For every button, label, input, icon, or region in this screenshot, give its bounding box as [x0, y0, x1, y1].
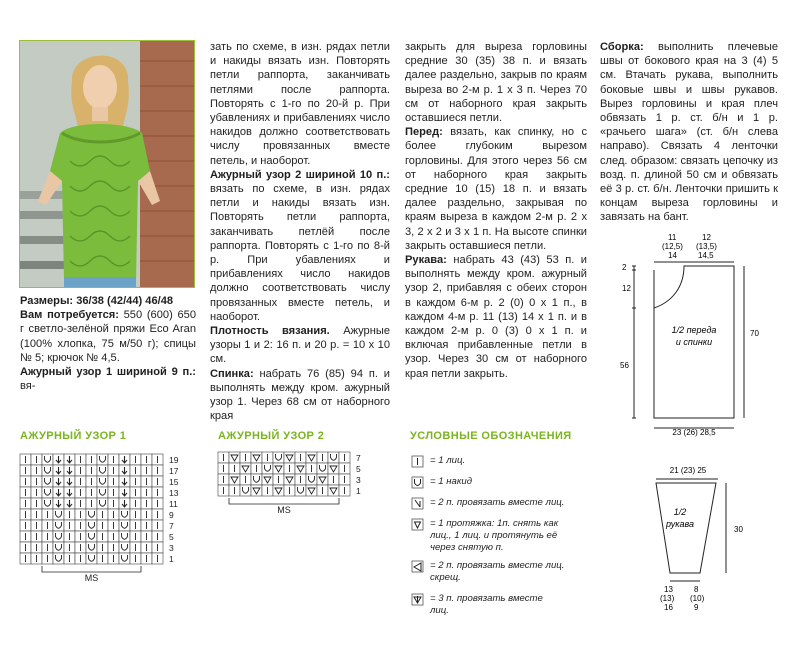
- neck-width-3: 14: [668, 251, 677, 260]
- chart-2-cell: [262, 463, 273, 474]
- body-lower-height-label: 56: [620, 361, 629, 370]
- legend-item-knit: = 1 лиц.: [430, 455, 466, 466]
- shoulder-width-3: 14,5: [698, 251, 714, 260]
- chart-1-cell: [119, 531, 130, 542]
- chart-2-cell: [251, 474, 262, 485]
- body-pattern-schematic: [620, 232, 780, 437]
- shoulder-height-label: 2: [622, 263, 627, 272]
- chart-1-cell: [86, 520, 97, 531]
- sizes-label: Размеры:: [20, 295, 74, 307]
- legend-item-k2tog-tbl: = 2 п. провязать вместе лиц. скрещ.: [430, 560, 565, 583]
- materials-label: Вам потребуется:: [20, 309, 119, 322]
- chart-1-cell: [86, 509, 97, 520]
- chart-1-cell: [97, 487, 108, 498]
- sleeve-inc-2: (10): [690, 594, 705, 603]
- chart-1-cell: [97, 454, 108, 465]
- chart-1-cell: [86, 542, 97, 553]
- legend-item-k2tog: = 2 п. провязать вместе лиц.: [430, 497, 565, 508]
- chart-1-cell: [53, 520, 64, 531]
- chart-2-row-number: 5: [356, 464, 361, 474]
- model-photo: [19, 40, 195, 288]
- pattern-2-value: вязать по схеме, в изн. рядах петли и накиды вязать изн. Повторять петли раппорта, заканчивать петлёй после раппорта. Повторять с 1-го по 8-й р. При убавлениях и прибавлениях число накидов должно соответствовать числу провязанных вместе петель, и наоборот.: [210, 183, 390, 323]
- chart-1-cell: [119, 520, 130, 531]
- assembly-value: выполнить плечевые швы от бокового края на 3 (4) 5 см. Втачать рукава, выполнить боковые швы и швы рукавов. Вырез горловины и края плеч обвязать 1 р. ст. б/н и 1 р. «рачьего шага» (ст. б/н слева направо). Связать 4 ленточки след. образом: связать цепочку из возд. п. длиной 50 см и обвязать её 3 р. ст. б/н. Ленточки пришить к концам выреза горловины и завязать на бант.: [600, 41, 778, 224]
- density-value: Ажурные узоры 1 и 2: 16 п. и 20 р. = 10 х 10 см.: [210, 325, 390, 366]
- sizes-value: 36/38 (42/44) 46/48: [76, 295, 174, 307]
- chart-1-cell: [97, 476, 108, 487]
- back-continued: закрыть для выреза горловины средние 30 (35) 38 п. и вязать далее раздельно, закрыв по краям выреза во 2-м р. 1 х 3 п. Через 70 см от наборного края закрыть оставшиеся петли.: [405, 41, 587, 125]
- back-label: Спинка:: [210, 367, 254, 380]
- chart-1-row-number: 13: [169, 488, 179, 498]
- column-1-text: [20, 294, 196, 393]
- body-total-height-label: 70: [750, 329, 759, 338]
- sleeve-cuff-2: (13): [660, 594, 675, 603]
- sleeve-inc-1: 8: [694, 585, 699, 594]
- chart-1-cell: [97, 498, 108, 509]
- chart-1-cell: [53, 553, 64, 564]
- chart-2-cell: [317, 463, 328, 474]
- column-4-text: [600, 40, 778, 225]
- pattern-1-start: вя-: [20, 380, 36, 393]
- body-piece-title: 1/2 переда и спинки: [671, 325, 717, 347]
- pattern-1-continued: зать по схеме, в изн. рядах петли и накиды вязать изн. Повторять петли раппорта, заканчивать петлями после раппорта. Повторять с 1-го по 20-й р. При убавлениях и прибавлениях число накидов должно соответствовать числу провязанных вместе петель, и наоборот.: [210, 41, 390, 167]
- chart-2-cell: [273, 452, 284, 463]
- chart-1-title: АЖУРНЫЙ УЗОР 1: [20, 430, 127, 442]
- sleeve-piece-title: 1/2 рукава: [666, 507, 694, 529]
- chart-2-row-number: 3: [356, 475, 361, 485]
- chart-1-cell: [119, 542, 130, 553]
- neck-depth-label: 12: [622, 284, 631, 293]
- sleeve-cuff-3: 16: [664, 603, 673, 612]
- pattern-2-label: Ажурный узор 2 шириной 10 п.:: [210, 168, 390, 181]
- chart-1-row-number: 9: [169, 510, 174, 520]
- chart-1-cell: [119, 553, 130, 564]
- chart-2-cell: [295, 485, 306, 496]
- chart-2-cell: [306, 474, 317, 485]
- chart-1-row-number: 1: [169, 554, 174, 564]
- sleeve-height-label: 30: [734, 525, 743, 534]
- chart-2-cell: [328, 452, 339, 463]
- sleeve-pattern-schematic: [640, 455, 780, 615]
- chart-1-cell: [42, 487, 53, 498]
- chart-1-cell: [53, 531, 64, 542]
- sleeves-label: Рукава:: [405, 254, 447, 267]
- photo-illustration: [20, 41, 195, 288]
- front-label: Перед:: [405, 126, 443, 139]
- chart-2-repeat-label: MS: [277, 505, 291, 515]
- chart-1-row-number: 11: [169, 499, 178, 509]
- chart-1-repeat-bracket: [42, 566, 141, 572]
- column-2-text: [210, 40, 390, 423]
- assembly-label: Сборка:: [600, 41, 644, 53]
- density-label: Плотность вязания.: [210, 325, 330, 338]
- chart-2-row-number: 7: [356, 453, 361, 463]
- chart-1-row-number: 5: [169, 532, 174, 542]
- chart-1-cell: [97, 465, 108, 476]
- body-width-label: 23 (26) 28,5: [672, 428, 716, 437]
- chart-1-cell: [42, 498, 53, 509]
- back-value: набрать 76 (85) 94 п. и выполнять между кром. ажурный узор 1. Через 68 см от наборного края: [210, 367, 390, 423]
- chart-1-cells: [20, 454, 163, 564]
- chart-1-row-number: 19: [169, 455, 179, 465]
- chart-1-cell: [86, 553, 97, 564]
- chart-2-title: АЖУРНЫЙ УЗОР 2: [218, 430, 325, 442]
- chart-1-cell: [42, 454, 53, 465]
- chart-1-repeat-label: MS: [84, 573, 99, 583]
- legend-symbols: [410, 452, 430, 622]
- sleeve-inc-3: 9: [694, 603, 699, 612]
- legend-title: УСЛОВНЫЕ ОБОЗНАЧЕНИЯ: [410, 430, 572, 442]
- chart-2-repeat-bracket: [229, 498, 339, 504]
- legend-item-yarn-over: = 1 накид: [430, 476, 473, 487]
- chart-1-row-number: 3: [169, 543, 174, 553]
- yarn-over-symbol: [412, 477, 423, 488]
- front-value: вязать, как спинку, но с более глубоким вырезом горловины. Для этого через 56 см от наборного края закрыть средние 10 (15) 18 п. и вязать далее раздельно, закрывая по краям выреза в каждом 2-м р. 2 х 3, 2 х 2 и 3 х 1 п. На высоте спинки закрыть оставшиеся петли.: [405, 126, 587, 252]
- pattern-1-label: Ажурный узор 1 шириной 9 п.:: [20, 366, 196, 379]
- shoulder-width-1: 12: [702, 233, 711, 242]
- chart-1-cell: [86, 531, 97, 542]
- sleeves-value: набрать 43 (43) 53 п. и выполнять между кром. ажурный узор 2, прибавляя с обеих сторон в каждом 6-м р. 2 (0) 0 х 1 п., в каждом 4-м р. 11 (13) 14 х 1 п. и в каждом 2-м р. 0 (3) 0 х 1 п. и включая прибавленные петли в узор. Через 30 см от наборного края петли закрыть.: [405, 254, 587, 380]
- chart-1-row-number: 15: [169, 477, 179, 487]
- chart-2-row-number: 1: [356, 486, 361, 496]
- chart-1-cell: [53, 509, 64, 520]
- chart-1-cell: [42, 476, 53, 487]
- legend-item-ssk: = 1 протяжка: 1п. снять как лиц., 1 лиц. и протянуть её через снятую п.: [430, 518, 559, 553]
- chart-1-cell: [119, 509, 130, 520]
- chart-1-grid: [18, 450, 198, 598]
- chart-2-grid: [216, 450, 376, 522]
- sleeve-top-width: 21 (23) 25: [669, 466, 707, 475]
- shoulder-width-2: (13,5): [696, 242, 717, 251]
- sleeve-cuff-1: 13: [664, 585, 673, 594]
- materials-value: 550 (600) 650 г светло-зелёной пряжи Eco Aran (100% хлопка, 75 м/50 г); спицы № 5; крючок № 4,5.: [20, 309, 196, 364]
- neck-width-1: 11: [668, 233, 677, 242]
- chart-1-cell: [53, 542, 64, 553]
- legend-item-k3tog: = 3 п. провязать вместе лиц.: [430, 593, 543, 616]
- chart-1-row-number: 17: [169, 466, 179, 476]
- chart-1-cell: [42, 465, 53, 476]
- chart-2-cells: [218, 452, 350, 496]
- chart-2-cell: [240, 485, 251, 496]
- neck-width-2: (12,5): [662, 242, 683, 251]
- column-3-text: [405, 40, 587, 381]
- chart-1-row-number: 7: [169, 521, 174, 531]
